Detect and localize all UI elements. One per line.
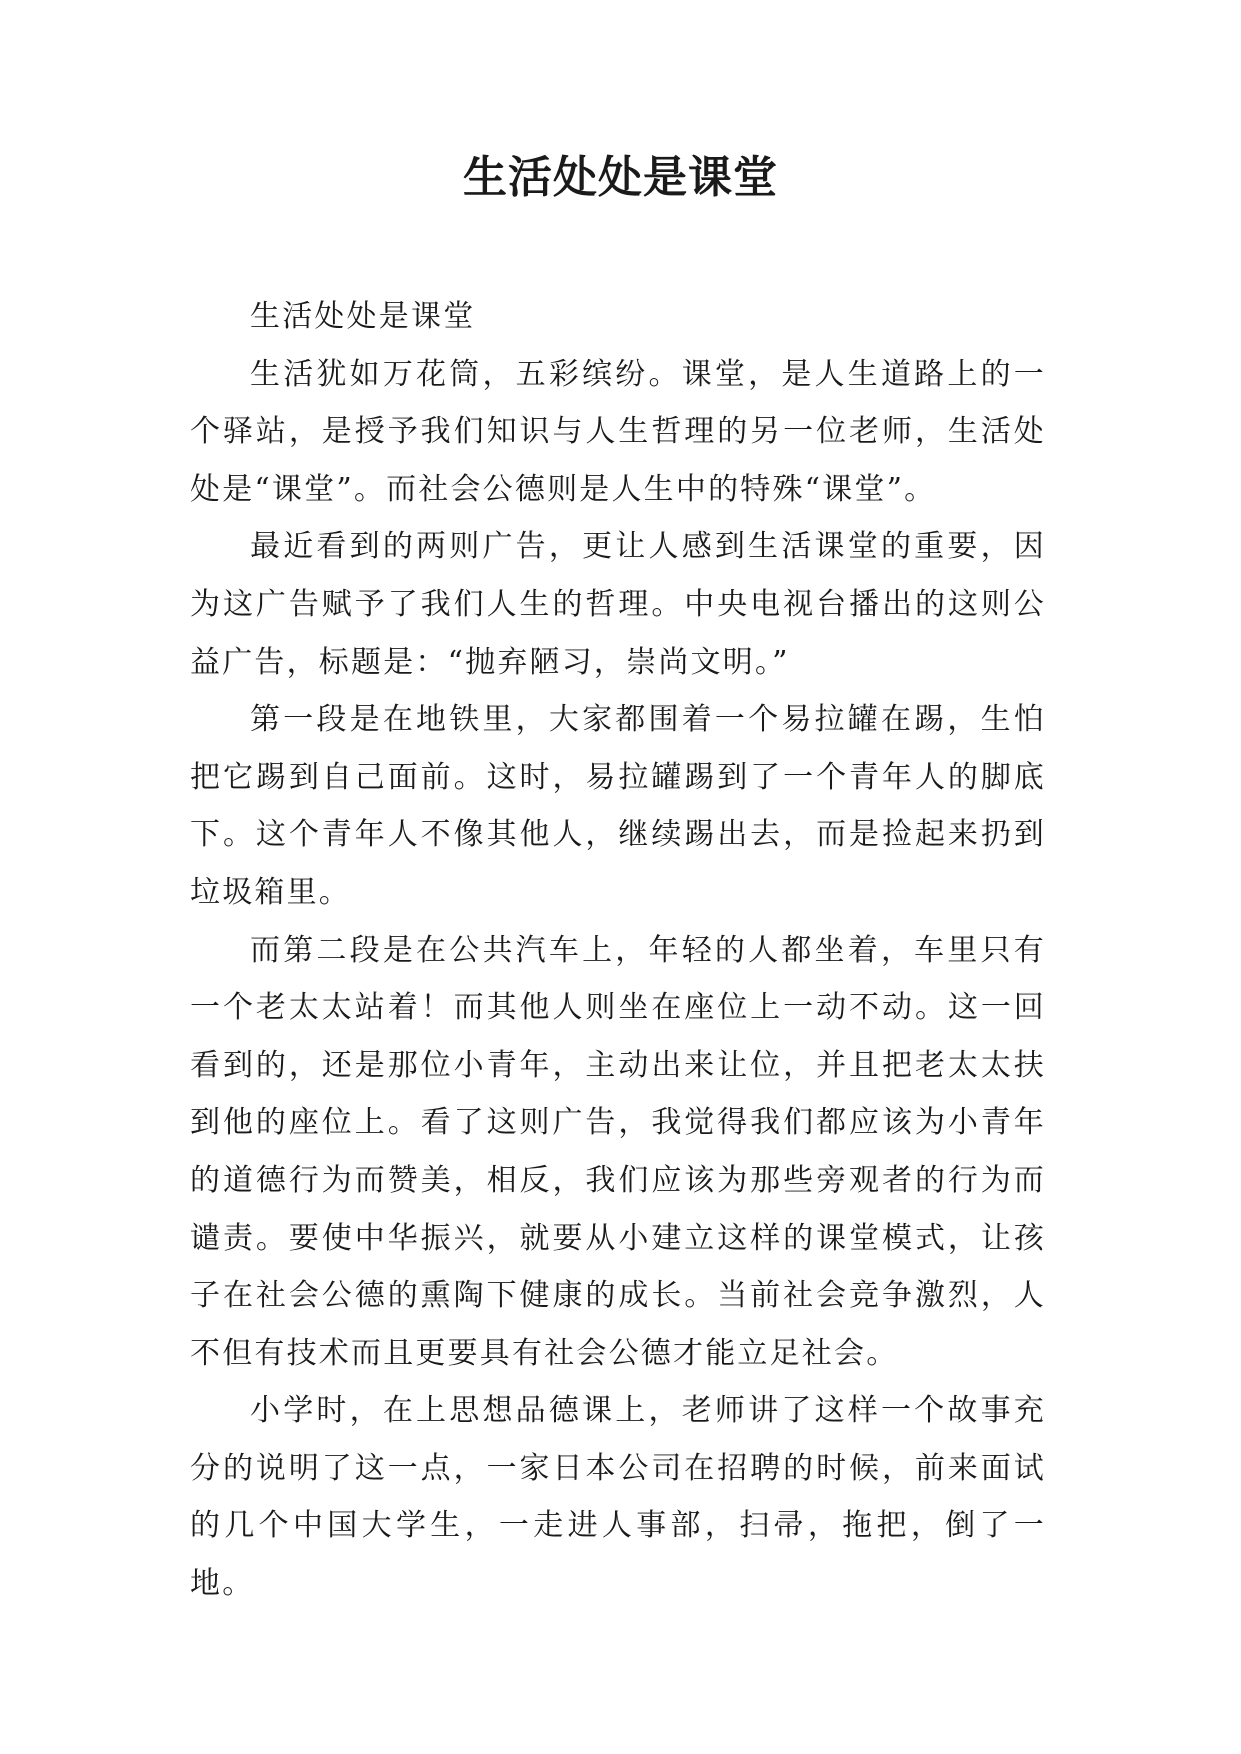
paragraph: 生活犹如万花筒，五彩缤纷。课堂，是人生道路上的一个驿站，是授予我们知识与人生哲理的另一位老师，生活处处是“课堂”。而社会公德则是人生中的特殊“课堂”。 [190, 356, 1046, 507]
paragraph: 而第二段是在公共汽车上，年轻的人都坐着，车里只有一个老太太站着！而其他人则坐在座位上一动不动。这一回看到的，还是那位小青年，主动出来让位，并且把老太太扶到他的座位上。看了这则广告，我觉得我们都应该为小青年的道德行为而赞美，相反，我们应该为那些旁观者的行为而谴责。要使中华振兴，就要从小建立这样的课堂模式，让孩子在社会公德的熏陶下健康的成长。当前社会竞争激烈，人不但有技术而且更要具有社会公德才能立足社会。 [190, 932, 1046, 1371]
paragraph: 最近看到的两则广告，更让人感到生活课堂的重要，因为这广告赋予了我们人生的哲理。中央电视台播出的这则公益广告，标题是：“抛弃陋习，崇尚文明。” [190, 529, 1046, 680]
document-body [190, 288, 1046, 1613]
paragraph: 小学时，在上思想品德课上，老师讲了这样一个故事充分的说明了这一点，一家日本公司在招聘的时候，前来面试的几个中国大学生，一走进人事部，扫帚，拖把，倒了一地。 [190, 1393, 1046, 1602]
paragraph: 生活处处是课堂 [250, 299, 476, 334]
paragraph: 第一段是在地铁里，大家都围着一个易拉罐在踢，生怕把它踢到自己面前。这时，易拉罐踢到了一个青年人的脚底下。这个青年人不像其他人，继续踢出去，而是捡起来扔到垃圾箱里。 [190, 702, 1046, 910]
document-title: 生活处处是课堂 [463, 152, 778, 203]
